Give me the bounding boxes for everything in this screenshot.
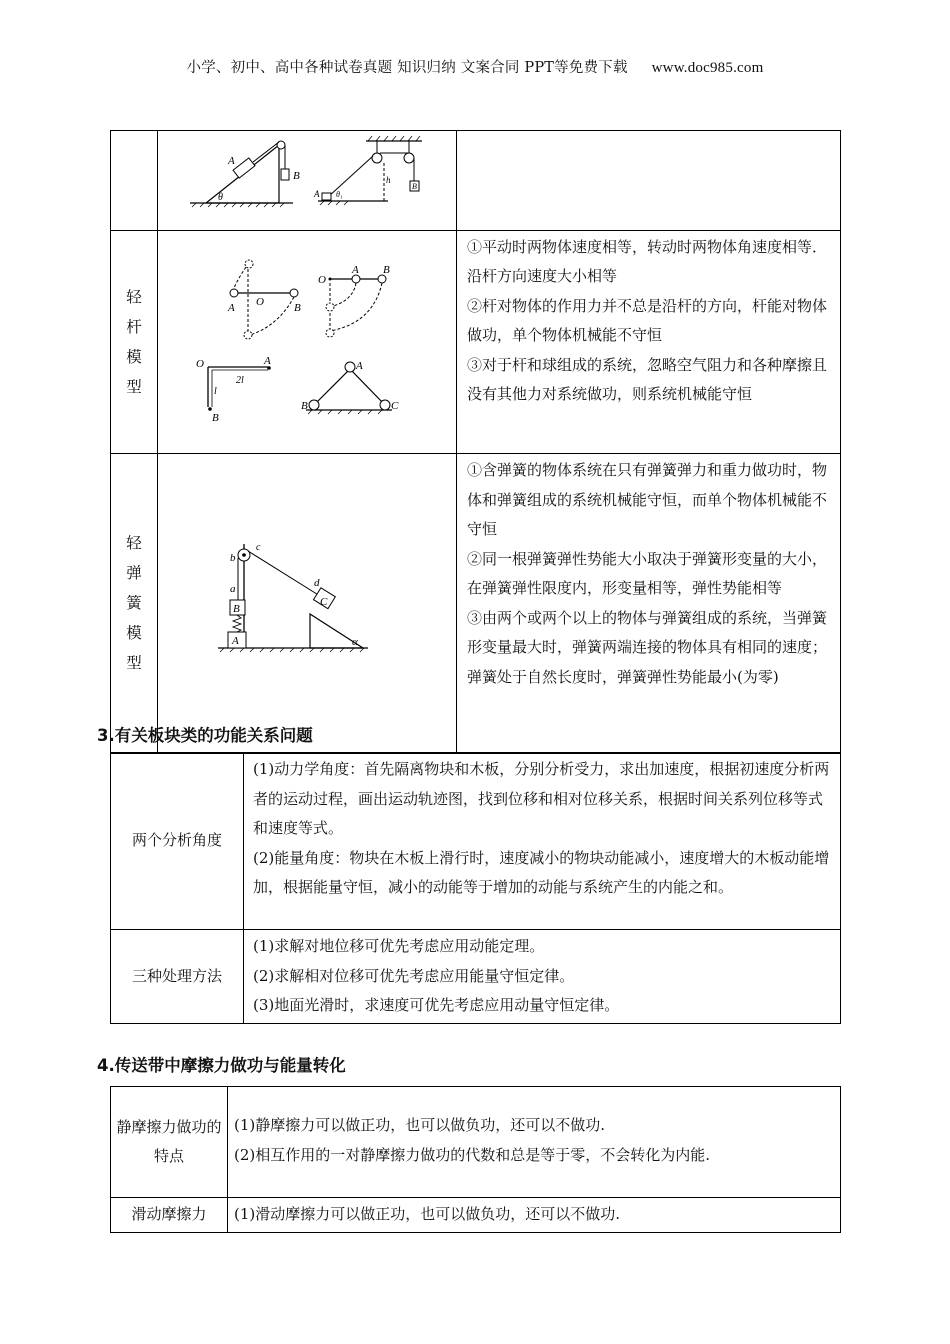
rod2-label-B: B	[383, 263, 390, 276]
rod-label-char-4: 型	[126, 377, 142, 396]
spring-label-char-2: 弹	[126, 564, 142, 583]
label-A2: A	[314, 189, 320, 199]
spring-label-alpha: α	[352, 636, 358, 648]
rod3-label-O: O	[196, 357, 204, 370]
belt-row-1-line-1: (1)静摩擦力可以做正功，也可以做负功，还可以不做功.	[234, 1116, 606, 1134]
rod-line-1: ①平动时两物体速度相等，转动时两物体角速度相等．沿杆方向速度大小相等	[467, 237, 828, 285]
rod3-label-l: l	[214, 385, 217, 397]
spring-label-d: d	[314, 577, 320, 589]
rope-figure-cell	[158, 131, 457, 231]
spring-label-char-1: 轻	[126, 534, 142, 553]
board-row-2	[111, 930, 841, 1024]
spring-label-char-4: 模	[126, 624, 142, 643]
rod-label-B: B	[294, 301, 301, 314]
belt-row-2-text	[228, 1198, 841, 1233]
label-theta: θ	[218, 192, 223, 203]
board-row-1-line-1: (1)动力学角度：首先隔离物块和木板，分别分析受力，求出加速度，根据初速度分析两者的运动过程，画出运动轨迹图，找到位移和相对位移关系，根据时间关系列位移等式和速度等式。	[253, 760, 830, 837]
models-table	[110, 130, 841, 754]
board-row-1-line-2: (2)能量角度：物块在木板上滑行时，速度减小的物块动能减小，速度增大的木板动能增加，根据能量守恒，减小的动能等于增加的动能与系统产生的内能之和。	[253, 848, 830, 896]
rod-label-char-1: 轻	[126, 287, 142, 306]
belt-row-2-line-1: (1)滑动摩擦力可以做正功，也可以做负功，还可以不做功.	[234, 1205, 621, 1223]
board-row-2-line-3: (3)地面光滑时，求速度可优先考虑应用动量守恒定律。	[253, 996, 620, 1014]
board-row-2-label: 三种处理方法	[111, 930, 244, 1024]
spring-label-c: c	[256, 542, 261, 553]
spring-line-2: ②同一根弹簧弹性势能大小取决于弹簧形变量的大小，在弹簧弹性限度内，形变量相等，弹性势能相等	[467, 549, 828, 597]
board-row-2-line-2: (2)求解相对位移可优先考虑应用能量守恒定律。	[253, 966, 575, 985]
spring-label-A: A	[232, 635, 239, 647]
rod-label-cell	[111, 230, 158, 454]
spring-diagram	[158, 454, 456, 742]
board-row-1-text	[244, 753, 841, 930]
belt-row-1-label: 静摩擦力做功的特点	[111, 1087, 228, 1198]
label-theta1: θ₁	[336, 190, 343, 199]
label-B1: B	[293, 170, 300, 182]
rod-label-A: A	[228, 301, 235, 314]
belt-row-1-text	[228, 1087, 841, 1198]
belt-row-1-line-2: (2)相互作用的一对静摩擦力做功的代数和总是等于零，不会转化为内能.	[234, 1145, 711, 1164]
rod-text-cell	[457, 230, 841, 454]
spring-label-a: a	[230, 583, 236, 595]
rod3-label-B: B	[212, 411, 219, 424]
section4-title: 4.传送带中摩擦力做功与能量转化	[97, 1056, 346, 1075]
spring-label-char-5: 型	[126, 654, 142, 673]
rope-label-cell	[111, 131, 158, 231]
rod-label-char-2: 杆	[126, 317, 142, 336]
spring-label-cell	[111, 454, 158, 754]
label-A1: A	[228, 155, 235, 167]
section3-title: 3.有关板块类的功能关系问题	[97, 726, 313, 745]
rod4-label-A: A	[356, 359, 363, 372]
spring-label-char-3: 簧	[126, 594, 142, 613]
rod3-label-A: A	[264, 354, 271, 367]
header-url[interactable]: www.doc985.com	[651, 60, 764, 76]
rod-figure-cell	[158, 230, 457, 454]
spring-label-B: B	[233, 603, 240, 615]
header-text: 小学、初中、高中各种试卷真题 知识归纳 文案合同 PPT等免费下载	[186, 60, 628, 76]
spring-label-C: C	[320, 596, 328, 608]
rod4-label-B: B	[301, 399, 308, 412]
spring-text-cell	[457, 454, 841, 754]
rod2-label-A: A	[352, 263, 359, 276]
label-h: h	[386, 175, 391, 185]
rod2-label-O: O	[318, 273, 326, 286]
spring-label-b: b	[230, 552, 236, 564]
belt-table	[110, 1086, 841, 1233]
spring-model-row	[111, 454, 841, 754]
rod-label-O: O	[256, 295, 264, 308]
board-row-1-label: 两个分析角度	[111, 753, 244, 930]
belt-row-2	[111, 1198, 841, 1233]
rod-diagram	[158, 231, 456, 443]
board-row-2-text	[244, 930, 841, 1024]
rod-line-3: ③对于杆和球组成的系统，忽略空气阻力和各种摩擦且没有其他力对系统做功，则系统机械能守恒	[467, 355, 828, 403]
spring-figure-cell	[158, 454, 457, 754]
rod-line-2: ②杆对物体的作用力并不总是沿杆的方向，杆能对物体做功，单个物体机械能不守恒	[467, 296, 828, 344]
label-B2: B	[412, 182, 417, 191]
board-table	[110, 752, 841, 1024]
rod3-label-2l: 2l	[236, 374, 244, 386]
rope-diagram	[158, 131, 456, 219]
belt-row-2-label: 滑动摩擦力	[111, 1198, 228, 1233]
spring-line-3: ③由两个或两个以上的物体与弹簧组成的系统，当弹簧形变量最大时，弹簧两端连接的物体具有相同的速度；弹簧处于自然长度时，弹簧弹性势能最小(为零)	[467, 608, 828, 686]
rope-model-row	[111, 131, 841, 231]
page-header	[0, 56, 950, 77]
rod-label-char-3: 模	[126, 347, 142, 366]
spring-line-1: ①含弹簧的物体系统在只有弹簧弹力和重力做功时，物体和弹簧组成的系统机械能守恒，而单个物体机械能不守恒	[467, 461, 828, 538]
board-row-1	[111, 753, 841, 930]
rope-text-cell	[457, 131, 841, 231]
board-row-2-line-1: (1)求解对地位移可优先考虑应用动能定理。	[253, 937, 545, 955]
rod4-label-C: C	[391, 399, 399, 412]
belt-row-1	[111, 1087, 841, 1198]
rod-model-row	[111, 230, 841, 454]
